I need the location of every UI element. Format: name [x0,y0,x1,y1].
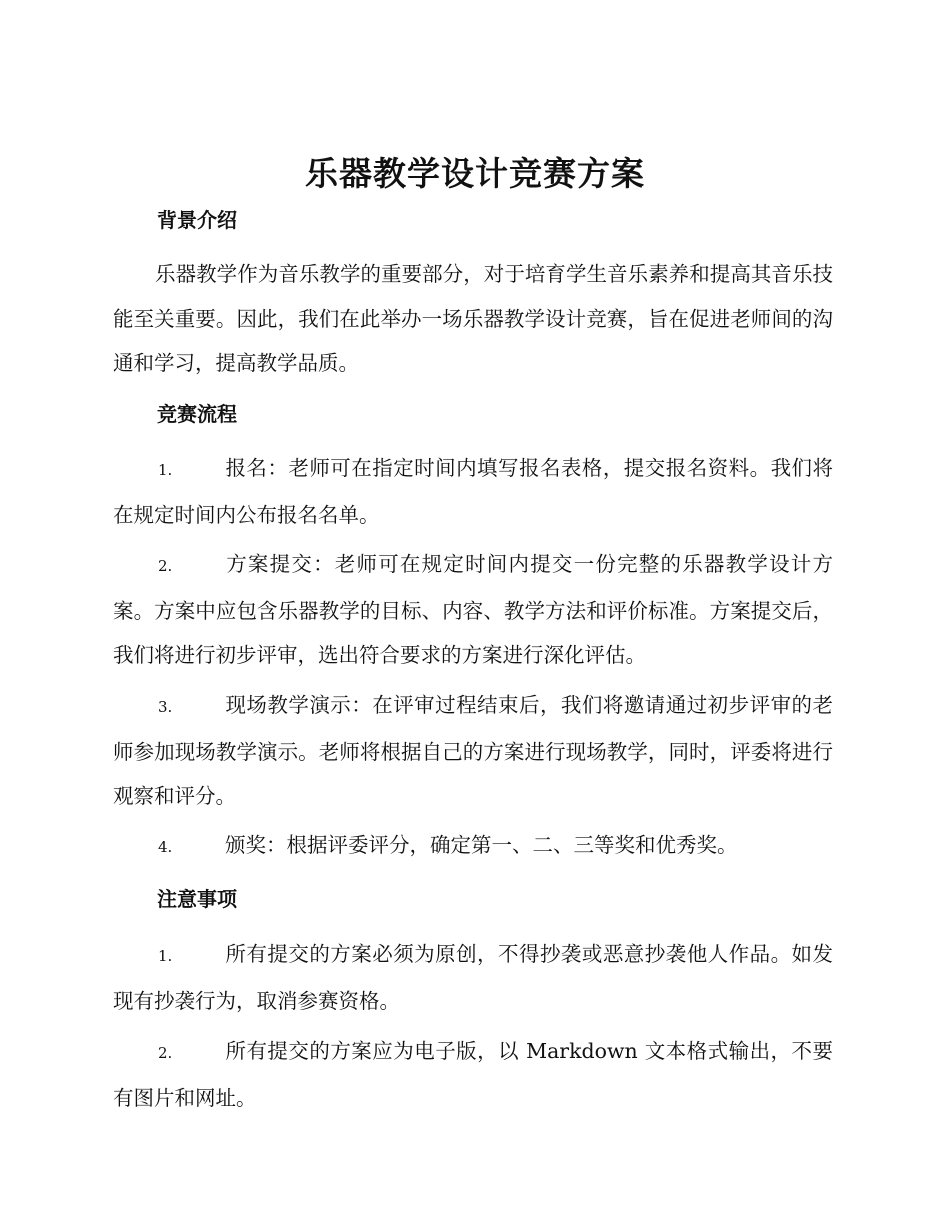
section-heading-process: 竞赛流程 [157,402,237,426]
process-list-item [113,446,833,537]
background-paragraph-text: 乐器教学作为音乐教学的重要部分，对于培育学生音乐素养和提高其音乐技能至关重要。因此，我们在此举办一场乐器教学设计竞赛，旨在促进老师间的沟通和学习，提高教学品质。 [113,262,833,375]
list-item-number: 2. [158,557,173,575]
process-list-item [113,823,833,870]
list-item-text: 颁奖：根据评委评分，确定第一、二、三等奖和优秀奖。 [225,833,738,857]
notes-list-item [113,932,833,1023]
list-item-text: 所有提交的方案必须为原创，不得抄袭或恶意抄袭他人作品。如发现有抄袭行为，取消参赛资格。 [113,942,833,1013]
list-item-text: 现场教学演示：在评审过程结束后，我们将邀请通过初步评审的老师参加现场教学演示。老师将根据自己的方案进行现场教学，同时，评委将进行观察和评分。 [113,693,833,808]
list-item-number: 1. [158,947,173,965]
list-item-number: 1. [158,461,173,479]
section-heading-notes: 注意事项 [157,887,237,911]
list-item-number: 2. [158,1044,173,1062]
list-item-number: 3. [158,698,173,716]
document-title: 乐器教学设计竞赛方案 [305,154,645,193]
list-item-text: 所有提交的方案应为电子版，以 Markdown 文本格式输出，不要有图片和网址。 [113,1039,833,1110]
background-paragraph [113,252,833,386]
process-list-item [113,683,833,819]
section-heading-background: 背景介绍 [157,208,237,232]
list-item-text: 报名：老师可在指定时间内填写报名表格，提交报名资料。我们将在规定时间内公布报名名单。 [113,456,833,527]
list-item-number: 4. [158,838,173,856]
list-item-text: 方案提交：老师可在规定时间内提交一份完整的乐器教学设计方案。方案中应包含乐器教学的目标、内容、教学方法和评价标准。方案提交后，我们将进行初步评审，选出符合要求的方案进行深化评估。 [113,552,833,667]
notes-list-item [113,1029,833,1120]
process-list-item [113,542,833,678]
